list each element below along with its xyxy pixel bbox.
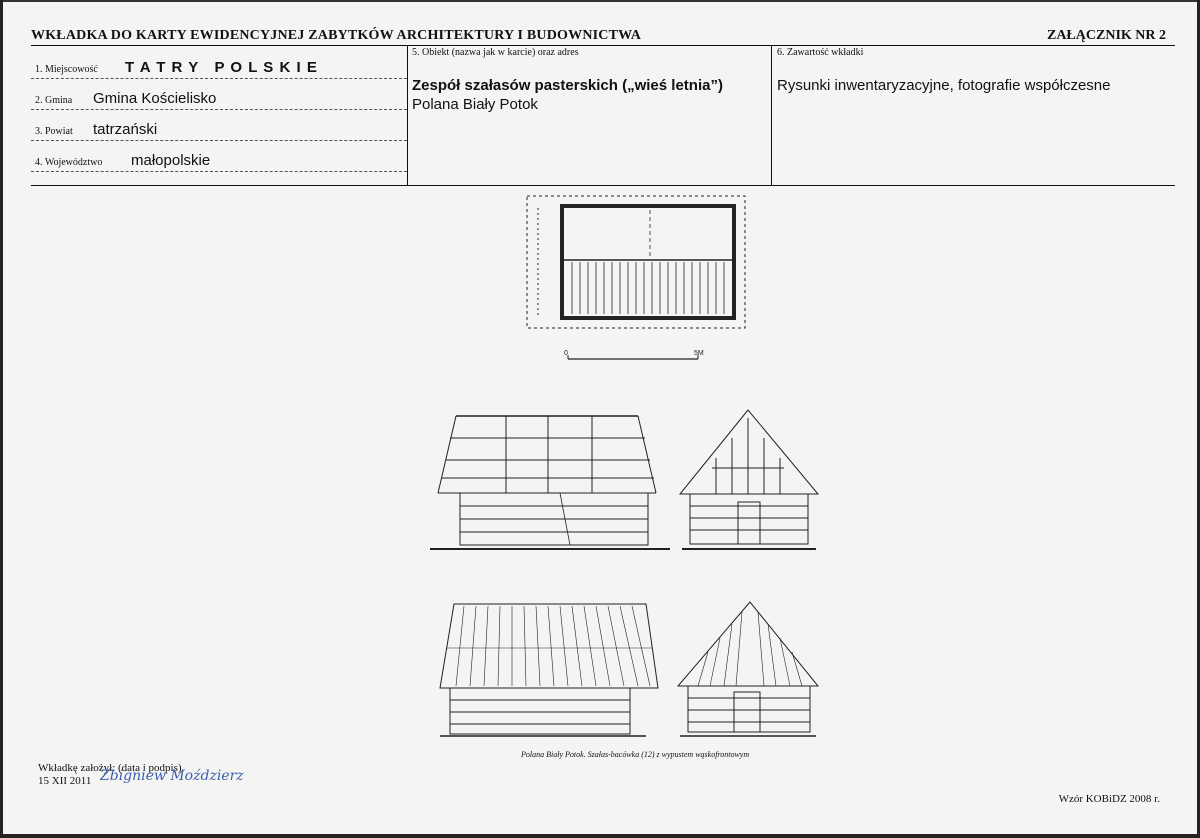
column-divider-2 <box>771 45 772 185</box>
architectural-drawings <box>420 188 840 768</box>
gable-elevation-lower <box>678 602 818 736</box>
field-commune <box>31 78 407 110</box>
header-rule <box>31 45 1175 46</box>
creator-date: 15 XII 2011 <box>38 775 92 787</box>
field-voivodeship <box>31 140 407 172</box>
side-elevation-lower <box>440 604 658 736</box>
form-model: Wzór KOBiDZ 2008 r. <box>1058 793 1160 805</box>
field-commune-value: Gmina Kościelisko <box>93 90 217 107</box>
field-voivodeship-label: 4. Województwo <box>35 157 103 168</box>
handwritten-signature: Zbigniew Moździerz <box>100 768 244 784</box>
field-locality <box>31 47 407 79</box>
field-county-value: tatrzański <box>93 121 158 138</box>
scale-bar <box>568 355 698 359</box>
contents-value: Rysunki inwentaryzacyjne, fotografie współczesne <box>777 77 1111 94</box>
sheet-edge-bottom <box>0 834 1200 838</box>
field-locality-value: T A T R Y P O L S K I E <box>125 59 318 76</box>
sheet-edge-left <box>0 0 3 838</box>
document-title: WKŁADKA DO KARTY EWIDENCYJNEJ ZABYTKÓW ARCHITEKTURY I BUDOWNICTWA <box>31 28 642 43</box>
drawing-caption: Polana Biały Potok. Szałas-bacówka (12) z wypustem wąskofrontowym <box>521 750 750 759</box>
field-county-label: 3. Powiat <box>35 126 73 137</box>
contents-label: 6. Zawartość wkładki <box>777 47 864 58</box>
column-divider-1 <box>407 45 408 185</box>
sheet-edge-top <box>0 0 1200 2</box>
field-commune-label: 2. Gmina <box>35 95 73 106</box>
creator-label: Wkładkę założył: (data i podpis) <box>38 762 182 774</box>
field-county <box>31 109 407 141</box>
annex-number: ZAŁĄCZNIK NR 2 <box>1046 28 1166 43</box>
side-elevation-upper <box>430 416 670 549</box>
field-voivodeship-value: małopolskie <box>131 152 211 169</box>
object-name: Zespół szałasów pasterskich („wieś letnia”) <box>412 77 723 94</box>
object-label: 5. Obiekt (nazwa jak w karcie) oraz adres <box>412 47 579 58</box>
floor-plan <box>527 196 745 328</box>
scale-start-label: 0 <box>564 350 568 357</box>
object-address: Polana Biały Potok <box>412 96 538 113</box>
field-locality-label: 1. Miejscowość <box>35 64 98 75</box>
scale-end-label: 5M <box>694 350 704 357</box>
gable-elevation-upper <box>680 410 818 549</box>
form-bottom-rule <box>31 185 1175 186</box>
